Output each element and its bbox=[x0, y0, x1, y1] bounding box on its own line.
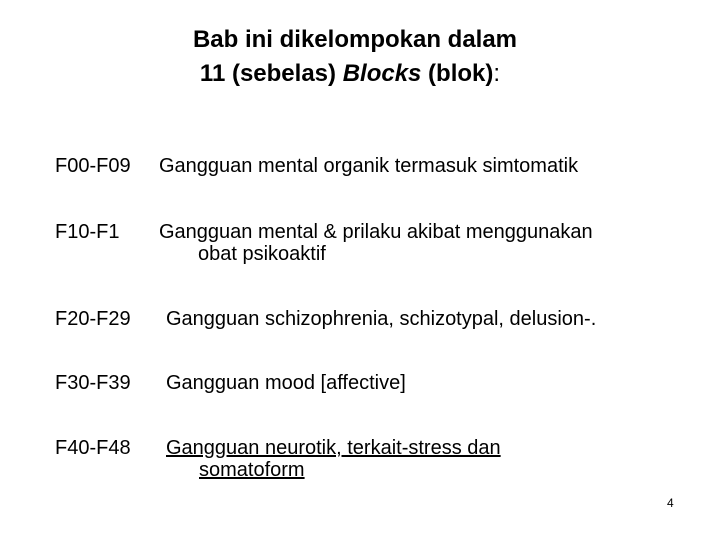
title-blok-text: (blok) bbox=[421, 60, 494, 87]
slide-title-line-1: Bab ini dikelompokan dalam bbox=[192, 26, 518, 53]
title-colon: : bbox=[493, 60, 501, 87]
page-number: 4 bbox=[667, 496, 674, 510]
block-description: Gangguan mental & prilaku akibat menggunakan bbox=[159, 221, 593, 243]
block-code: F00-F09 bbox=[55, 155, 131, 177]
block-description: Gangguan mental organik termasuk simtomatik bbox=[159, 155, 579, 177]
block-description: Gangguan mood [affective] bbox=[166, 372, 406, 394]
title-blocks-text: Blocks bbox=[342, 60, 422, 87]
slide-title-line-2 bbox=[0, 59, 710, 89]
block-code: F10-F1 bbox=[55, 221, 120, 243]
block-code: F20-F29 bbox=[55, 308, 131, 330]
block-description: Gangguan schizophrenia, schizotypal, delusion-. bbox=[166, 308, 597, 330]
title-count-text: 11 (sebelas) bbox=[199, 60, 343, 87]
block-description-continued: somatoform bbox=[199, 459, 305, 481]
block-description: Gangguan neurotik, terkait-stress dan bbox=[166, 437, 501, 459]
block-description-continued: obat psikoaktif bbox=[198, 243, 326, 265]
block-code: F40-F48 bbox=[55, 437, 131, 459]
block-code: F30-F39 bbox=[55, 372, 131, 394]
